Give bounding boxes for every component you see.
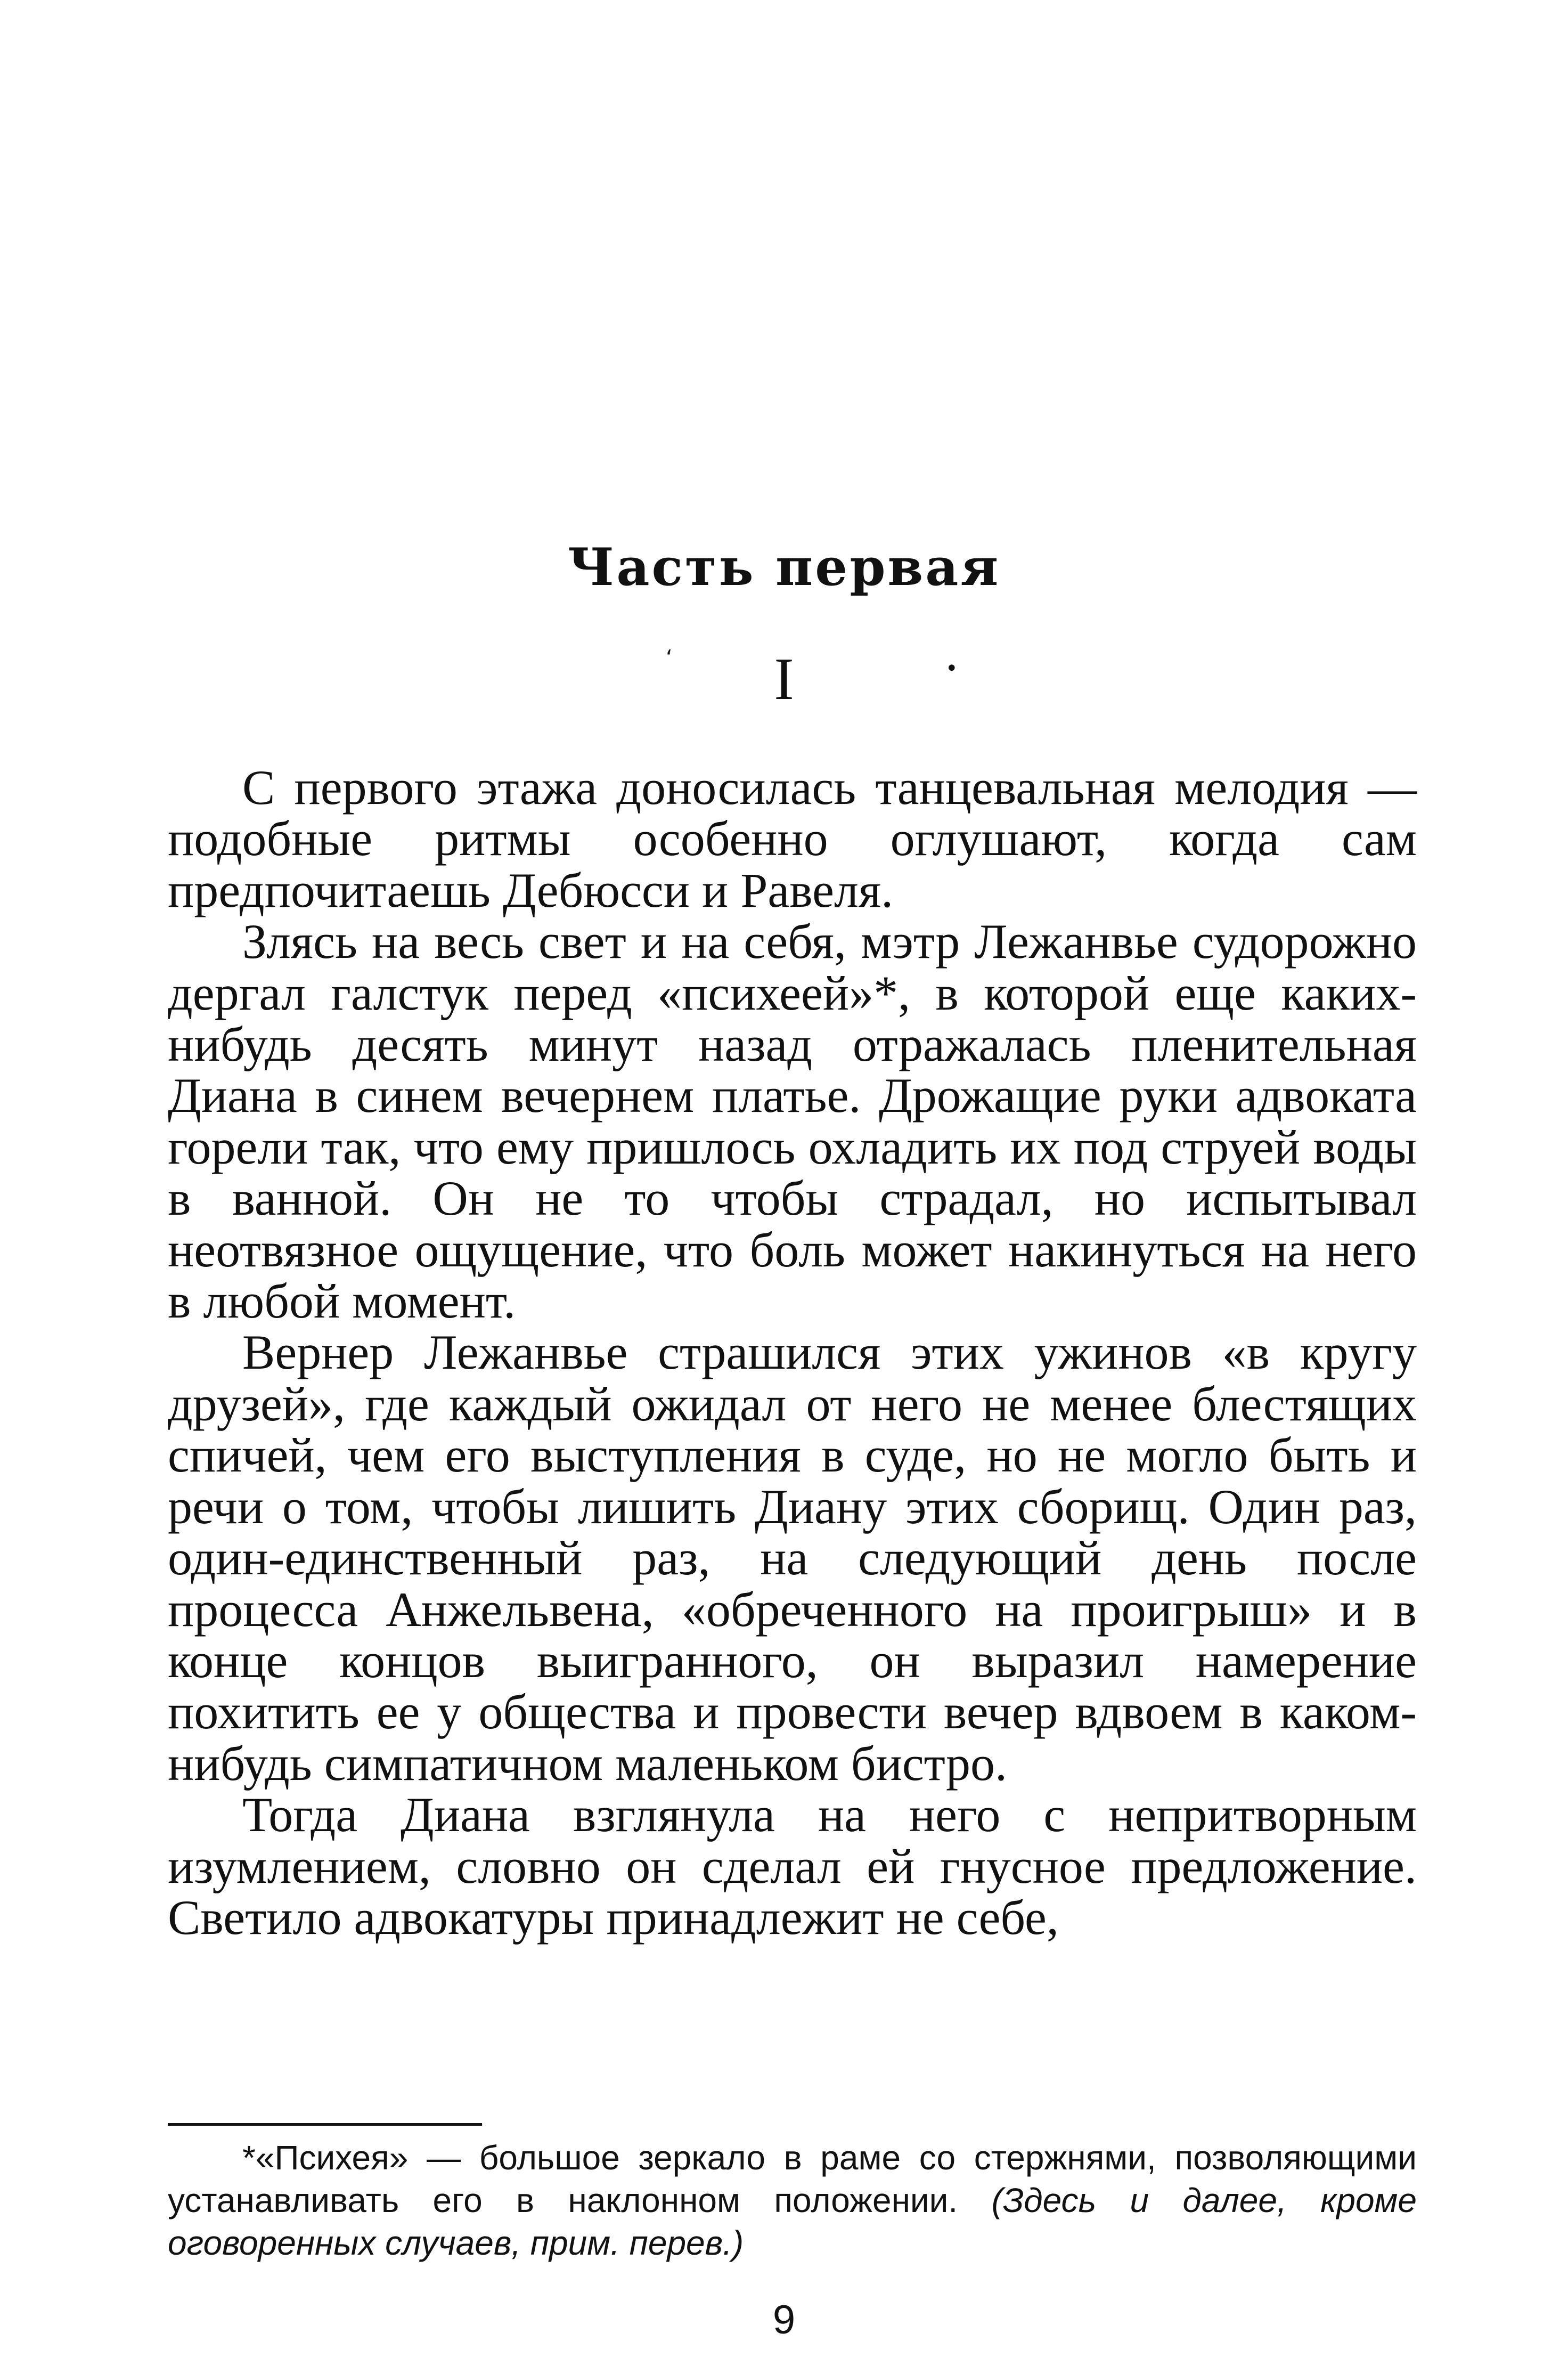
paragraph: Злясь на весь свет и на себя, мэтр Лежанвье судорожно дергал галстук перед «психеей»*, в которой еще каких-нибудь десять минут назад отражалась пленительная Диана в синем вечернем платье. Дрожащие руки адвоката горели так, что ему пришлось охладить их под струей воды в ванной. Он не то чтобы страдал, но испытывал неотвязное ощущение, что боль может накинуться на него в любой момент.	[168, 914, 1417, 1329]
print-speck: ʻ	[666, 646, 673, 670]
body-text	[168, 762, 1417, 1943]
footnote	[168, 2136, 1417, 2264]
paragraph: Вернер Лежанвье страшился этих ужинов «в кругу друзей», где каждый ожидал от него не менее блестящих спичей, чем его выступления в суде, но не могло быть и речи о том, чтобы лишить Диану этих сборищ. Один раз, один-единственный раз, на следующий день после процесса Анжельвена, «обреченного на проигрыш» и в конце концов выигранного, он выразил намерение похитить ее у общества и провести вечер вдвоем в каком-нибудь симпатичном маленьком бистро.	[168, 1325, 1417, 1791]
footnote-divider	[168, 2123, 482, 2126]
footnote-translator-note: (Здесь и далее, кроме оговоренных случаев, прим. перев.)	[168, 2181, 1417, 2262]
print-speck: •	[945, 656, 958, 681]
paragraph: Тогда Диана взглянула на него с непритворным изумлением, словно он сделал ей гнусное предложение. Светило адвокатуры принадлежит не себе,	[168, 1787, 1417, 1945]
part-title: Часть первая	[567, 537, 1001, 597]
chapter-number: I	[774, 646, 794, 712]
paragraph: С первого этажа доносилась танцевальная мелодия — подобные ритмы особенно оглушают, когда сам предпочитаешь Дебюсси и Равеля.	[168, 760, 1417, 917]
page-number: 9	[772, 2297, 796, 2343]
footnote-text: *«Психея» — большое зеркало в раме со стержнями, позволяющими устанавливать его в наклонном положении.	[168, 2139, 1417, 2219]
